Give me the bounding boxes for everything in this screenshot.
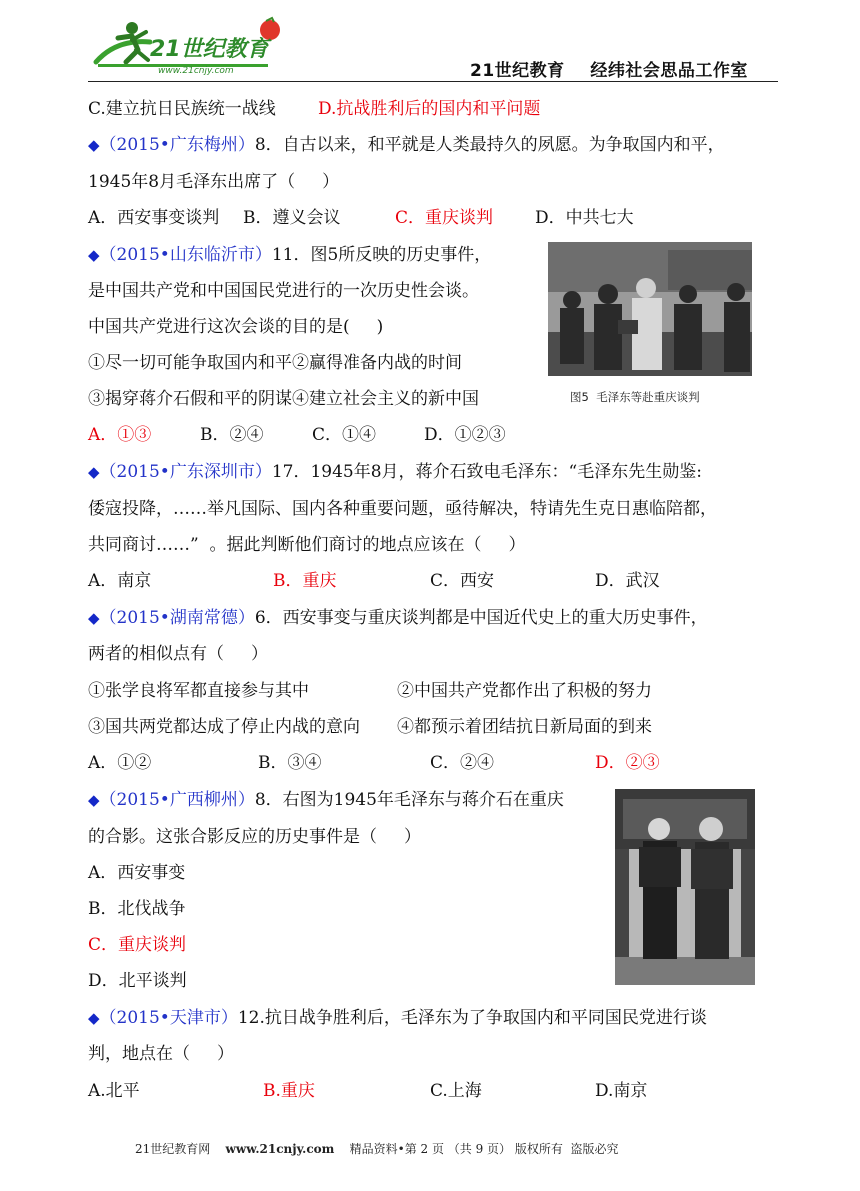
q6-option-d: D.南京 — [595, 1081, 648, 1101]
q4-option-d: D．②③ — [595, 753, 660, 773]
footer-url[interactable]: www.21cnjy.com — [225, 1142, 335, 1156]
q5-option-d: D．北平谈判 — [88, 971, 187, 991]
q3-option-d: D．武汉 — [595, 571, 660, 591]
diamond-icon: ◆ — [88, 1009, 100, 1027]
q1-option-b: B．遵义会议 — [243, 208, 341, 228]
page-footer — [135, 1140, 619, 1157]
header-divider — [88, 81, 778, 82]
q1-stem-1: 8．自古以来，和平就是人类最持久的夙愿。为争取国内和平， — [254, 135, 725, 155]
q4-stem-2: 两者的相似点有（ ） — [88, 644, 269, 664]
q3-stem-1: 17．1945年8月，蒋介石致电毛泽东：“毛泽东先生勋鉴: — [271, 462, 702, 482]
q4-option-a: A．①② — [88, 753, 152, 773]
prev-option-c: C.建立抗日民族统一战线 — [88, 99, 276, 119]
diamond-icon: ◆ — [88, 609, 100, 627]
header-right-text: 21世纪教育 经纬社会思品工作室 — [470, 61, 748, 81]
q1-option-d: D．中共七大 — [535, 208, 634, 228]
q2-option-d: D．①②③ — [424, 425, 506, 445]
diamond-icon: ◆ — [88, 246, 100, 264]
logo-title: 21世纪教育 — [150, 37, 269, 62]
q1-stem-2: 1945年8月毛泽东出席了（ ） — [88, 172, 340, 192]
q6-line-1 — [88, 1007, 707, 1029]
q3-line-1 — [88, 461, 702, 483]
q3-option-b: B．重庆 — [273, 571, 337, 591]
q4-source: （2015•湖南常德） — [99, 608, 255, 628]
q6-option-b: B.重庆 — [263, 1081, 315, 1101]
diamond-icon: ◆ — [88, 463, 100, 481]
q5-source: （2015•广西柳州） — [99, 790, 255, 810]
q4-option-c: C．②④ — [430, 753, 495, 773]
footer-page-info: 精品资料•第 2 页 （共 9 页） 版权所有 盗版必究 — [349, 1142, 619, 1156]
prev-option-d: D.抗战胜利后的国内和平问题 — [318, 99, 541, 119]
q5-line-1 — [88, 789, 564, 811]
q2-stem-1: 11．图5所反映的历史事件， — [271, 245, 492, 265]
q3-source: （2015•广东深圳市） — [99, 462, 272, 482]
q6-source: （2015•天津市） — [99, 1008, 238, 1028]
q3-option-a: A．南京 — [88, 571, 152, 591]
q3-stem-2: 倭寇投降，……举凡国际、国内各种重要问题，亟待解决，特请先生克日惠临陪都， — [88, 499, 717, 519]
q4-option-b: B．③④ — [258, 753, 322, 773]
q4-line-1 — [88, 607, 708, 629]
q2-source: （2015•山东临沂市） — [99, 245, 272, 265]
q4-item-2: ②中国共产党都作出了积极的努力 — [397, 681, 652, 701]
q6-option-c: C.上海 — [430, 1081, 482, 1101]
q5-stem-1: 8．右图为1945年毛泽东与蒋介石在重庆 — [254, 790, 564, 810]
q2-line-1 — [88, 244, 491, 266]
q2-option-b: B．②④ — [200, 425, 264, 445]
q6-stem-2: 判，地点在（ ） — [88, 1044, 235, 1064]
q2-stem-3: 中国共产党进行这次会谈的目的是( ) — [88, 317, 384, 337]
q5-option-a: A．西安事变 — [88, 863, 186, 883]
q5-option-b: B．北伐战争 — [88, 899, 186, 919]
q4-stem-1: 6．西安事变与重庆谈判都是中国近代史上的重大历史事件， — [254, 608, 708, 628]
q2-option-c: C．①④ — [312, 425, 377, 445]
mao-chiang-photo — [615, 789, 755, 985]
q2-items-34: ③揭穿蒋介石假和平的阴谋④建立社会主义的新中国 — [88, 389, 479, 409]
q1-option-a: A．西安事变谈判 — [88, 208, 220, 228]
q1-source: （2015•广东梅州） — [99, 135, 255, 155]
q5-option-c: C．重庆谈判 — [88, 935, 187, 955]
q2-figure-caption: 图5 毛泽东等赴重庆谈判 — [570, 390, 700, 404]
q2-stem-2: 是中国共产党和中国国民党进行的一次历史性会谈。 — [88, 281, 479, 301]
q5-stem-2: 的合影。这张合影反应的历史事件是（ ） — [88, 827, 422, 847]
q6-stem-1: 12.抗日战争胜利后，毛泽东为了争取国内和平同国民党进行谈 — [237, 1008, 707, 1028]
chongqing-negotiation-photo — [548, 242, 752, 376]
q4-item-4: ④都预示着团结抗日新局面的到来 — [397, 717, 652, 737]
header-logo — [88, 16, 288, 80]
q2-option-a: A．①③ — [88, 425, 152, 445]
q1-line-1 — [88, 134, 725, 156]
diamond-icon: ◆ — [88, 791, 100, 809]
q4-item-1: ①张学良将军都直接参与其中 — [88, 681, 309, 701]
q4-item-3: ③国共两党都达成了停止内战的意向 — [88, 717, 360, 737]
q2-items-12: ①尽一切可能争取国内和平②赢得准备内战的时间 — [88, 353, 462, 373]
q3-option-c: C．西安 — [430, 571, 495, 591]
footer-site: 21世纪教育网 — [135, 1142, 211, 1156]
q6-option-a: A.北平 — [88, 1081, 140, 1101]
diamond-icon: ◆ — [88, 136, 100, 154]
q1-option-c: C．重庆谈判 — [395, 208, 494, 228]
logo-url: www.21cnjy.com — [158, 66, 234, 76]
q3-stem-3: 共同商讨……” 。据此判断他们商讨的地点应该在（ ） — [88, 535, 526, 555]
